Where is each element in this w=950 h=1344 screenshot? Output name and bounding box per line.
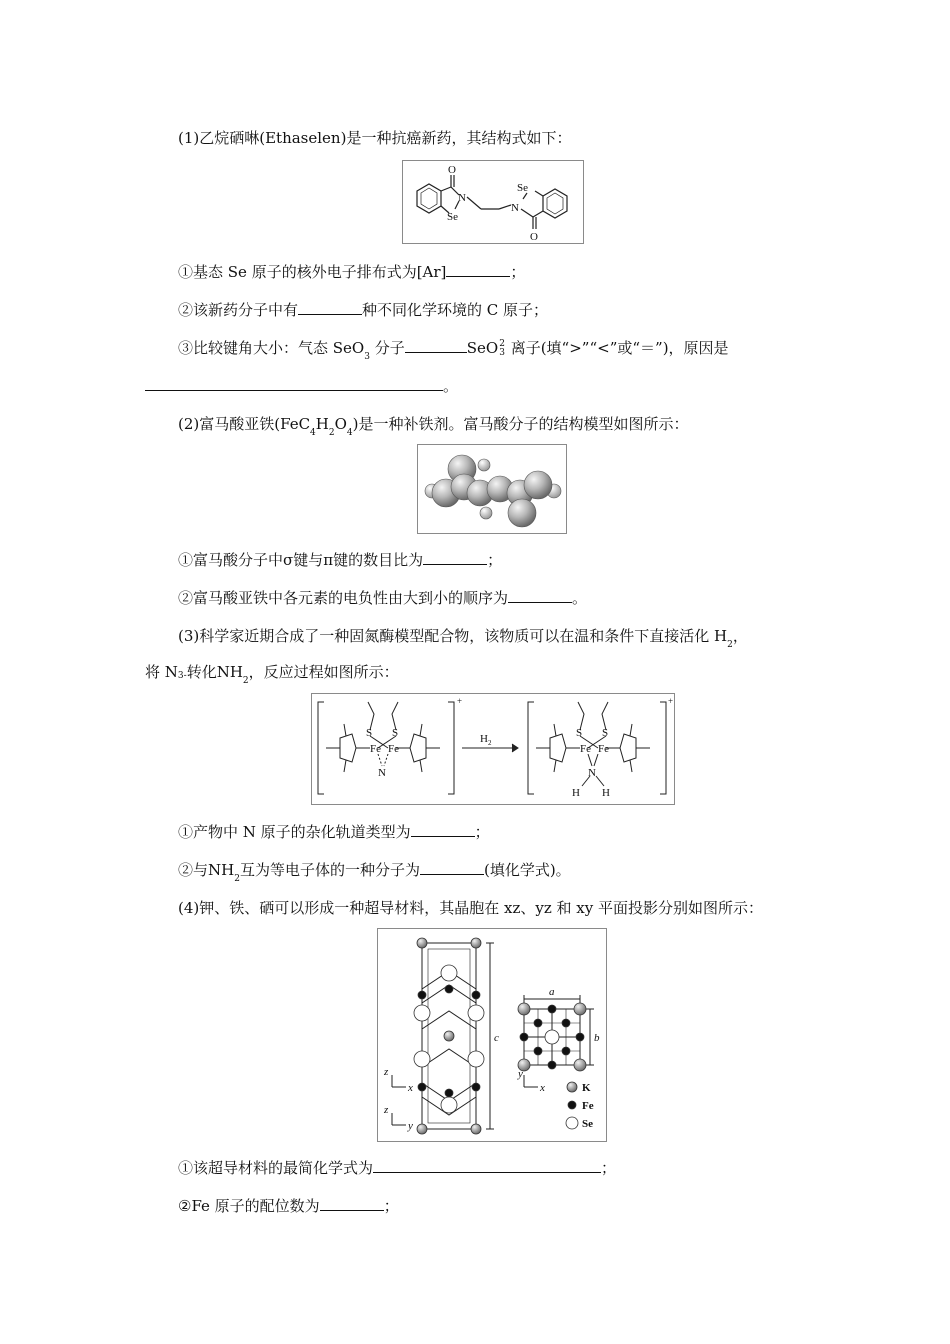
dim-label-c: c: [494, 1032, 499, 1044]
answer-blank: [446, 262, 510, 277]
q2-item2: ②富马酸亚铁中各元素的电负性由大到小的顺序为 。: [178, 589, 588, 607]
answer-blank: [145, 376, 443, 391]
dim-label-b: b: [594, 1032, 600, 1044]
q1-item1: ①基态 Se 原子的核外电子排布式为[Ar] ；: [178, 263, 526, 281]
axis-y-left: y: [408, 1120, 413, 1132]
answer-blank: [298, 300, 362, 315]
product-n: N: [588, 767, 596, 779]
axis-x-left: x: [408, 1082, 413, 1094]
reactant-fe-right: Fe: [388, 743, 399, 755]
answer-blank: [373, 1158, 601, 1173]
arrow-reagent-h2: $H_2$: [480, 733, 492, 747]
q4-item1: ①该超导材料的最简化学式为 ；: [178, 1159, 617, 1177]
q3-intro-line2: 将 N3-转化$NH_2$，反应过程如图所示：: [145, 663, 399, 686]
q1-fig-label-o-bottom: O: [530, 231, 538, 243]
product-h-left: H: [572, 787, 580, 799]
q4-item2: ②Fe 原子的配位数为 ；: [178, 1197, 399, 1215]
reactant-charge: +: [457, 696, 463, 706]
q1-fig-label-se-right: Se: [517, 182, 528, 194]
q1-item3: ③比较键角大小：气态 SeO$_3$ 分子 SeO 2 3 离子(填“>”“<”或“＝”)，原因是: [178, 339, 729, 362]
reactant-n: N: [378, 767, 386, 779]
crystal-cell-projection-figure: [377, 928, 607, 1142]
q1-fig-label-se-left: Se: [447, 211, 458, 223]
q2-intro: (2)富马酸亚铁$(FeC_4H_2O_4)$是一种补铁剂。富马酸分子的结构模型如图所示：: [178, 415, 689, 438]
legend-se: Se: [582, 1118, 593, 1130]
legend-fe: Fe: [582, 1100, 594, 1112]
q4-intro: (4)钾、铁、硒可以形成一种超导材料，其晶胞在 xz、yz 和 xy 平面投影分别如图所示：: [178, 899, 763, 917]
q1-intro: (1)乙烷硒啉(Ethaselen)是一种抗癌新药，其结构式如下：: [178, 129, 572, 147]
legend-k: K: [582, 1082, 591, 1094]
nitrogenase-reaction-figure: [311, 693, 675, 805]
answer-blank: [411, 822, 475, 837]
answer-blank: [405, 338, 467, 353]
fumaric-acid-model-figure: [417, 444, 567, 534]
q3-item2: ②与$NH_2$互为等电子体的一种分子为 (填化学式)。: [178, 861, 571, 884]
q3-item1: ①产物中 N 原子的杂化轨道类型为 ；: [178, 823, 490, 841]
q3-intro-line1: (3)科学家近期合成了一种固氮酶模型配合物，该物质可以在温和条件下直接活化 $H_2$，: [178, 627, 748, 650]
q1-fig-label-n-left: N: [458, 192, 466, 204]
answer-blank: [508, 588, 572, 603]
reactant-s-left: S: [366, 727, 373, 739]
reactant-s-right: S: [392, 727, 399, 739]
ethaselen-structure-figure: [402, 160, 584, 244]
axis-z-bottom: z: [384, 1104, 389, 1116]
q1-item3-reason: 。: [145, 376, 458, 396]
product-s-right: S: [602, 727, 609, 739]
q1-fig-label-o-top: O: [448, 164, 456, 176]
product-s-left: S: [576, 727, 583, 739]
axis-z-top: z: [384, 1066, 389, 1078]
reactant-fe-left: Fe: [370, 743, 381, 755]
dim-label-a: a: [549, 986, 555, 998]
product-fe-right: Fe: [598, 743, 609, 755]
answer-blank: [320, 1196, 384, 1211]
q2-item1: ①富马酸分子中σ键与π键的数目比为 ；: [178, 551, 503, 569]
q1-fig-label-n-right: N: [511, 202, 519, 214]
axis-x-right: x: [540, 1082, 545, 1094]
axis-y-right: y: [518, 1068, 523, 1080]
product-h-right: H: [602, 787, 610, 799]
answer-blank: [423, 550, 487, 565]
q1-item2: ②该新药分子中有 种不同化学环境的 C 原子；: [178, 301, 549, 319]
product-fe-left: Fe: [580, 743, 591, 755]
product-charge: +: [668, 696, 674, 706]
answer-blank: [420, 860, 484, 875]
